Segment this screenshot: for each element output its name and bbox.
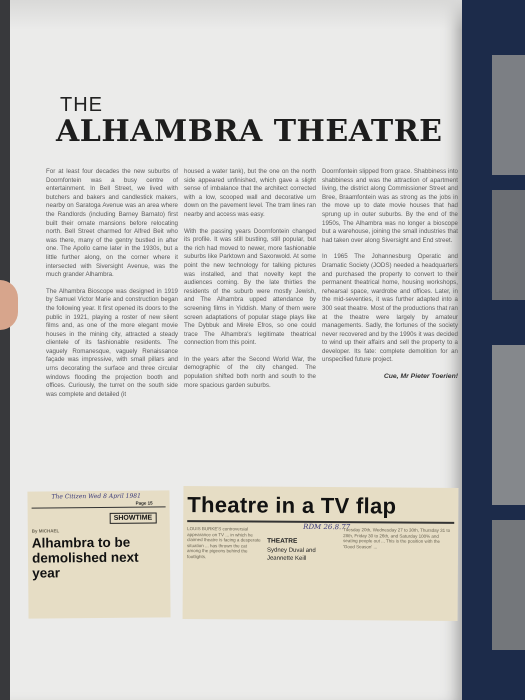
book-photo (492, 55, 525, 175)
title-prefix: THE (60, 94, 103, 116)
credit-line: Cue, Mr Pieter Toerien! (383, 373, 458, 381)
paragraph: For at least four decades the new suburbs of Doornfontein was a busy centre of entertainment. In Bell Street, we lived with butchers and bakers and candlestick makers, nearby on Saratoga Avenue was an area where the Randlords (including Barney Barnato) first built their ornate mansions before relocating north. Bell Street charmed for Alfred Beit who was there, many of the gentry bustled in after one. The Apollo came later in the 1930s, but a little further along, on the corner where it intersected with Siversight Avenue, was the much grander Alhambra. (46, 168, 178, 279)
adjacent-book (452, 0, 525, 700)
article-body: Tuesday 20th, Wednesday 27 to 30th, Thursday 31 to 28th, Friday 30 to 26th, and Saturday 100% and seating people out ... This is the position with the 'Good Season' ... (343, 527, 451, 550)
paragraph: In 1965 The Johannesburg Operatic and Dramatic Society (JODS) needed a headquarters and purchased the property to convert to their permanent theatrical home, housing workshops, rehearsal space, wardrobe and offices. Later, in the mid-seventies, it was further adapted into a 300 seat theatre. Most of the productions that ran at the theatre were largely by amateur managements. Sadly, the fortunes of the society never recovered and by the 1990s it was decided to wind up their affairs and sell the property to a developer. Its fate: complete demolition for an unspecified future project. (322, 253, 458, 364)
divider (32, 506, 166, 508)
page-number: Page 15 (135, 500, 153, 506)
byline: By MICHAEL (31, 528, 60, 534)
page-shade (10, 0, 462, 30)
paragraph: Doornfontein slipped from grace. Shabbiness into shabbiness and was the attraction of apartment living, the district along Commissioner Street and Bree, Braamfontein was as strong as the jobs in the move up to date movie houses that had sprung up in outer suburbs. By the end of the 1950s, The Alhambra was no longer a bioscope but a warehouse, joining the small industries that had taken over along Siversight and End street. (322, 168, 458, 244)
text-column-1 (46, 168, 178, 407)
paragraph: In the years after the Second World War, the demographic of the city changed. The population shifted both north and south to the more spacious garden suburbs. (184, 355, 316, 389)
handwritten-date: RDM 26.8.77 (303, 522, 351, 532)
clipping-headline: Theatre in a TV flap (187, 492, 397, 519)
handwritten-date: The Citizen Wed 8 April 1981 (51, 492, 141, 501)
section-tag: THEATRE (267, 537, 298, 545)
newspaper-clipping-citizen (27, 490, 170, 618)
text-column-3 (322, 168, 458, 390)
newspaper-clipping-rdm (183, 486, 459, 621)
book-photo (492, 345, 525, 505)
book-photo (492, 190, 525, 300)
paragraph: housed a water tank), but the one on the north side appeared unfinished, which gave a slight sense of imbalance that the architect corrected with a low, scooped wall and decorative urn down on the pavement level. The tram lines ran nearby and access was easy. (184, 168, 316, 218)
clipping-headline: Alhambra to be demolished next year (31, 534, 139, 581)
authors: Sydney Duval and Jeannette Keill (266, 547, 316, 562)
page-title: ALHAMBRA THEATRE (56, 114, 443, 149)
paragraph: The Alhambra Bioscope was designed in 1919 by Samuel Victor Marie and construction began the following year. It first opened its doors to the public in 1921, playing a roster of new silent films and, as one of the more elegant movie houses in the mining city, attracted a steady clientele of its fashionable residents. The vaguely Romanesque, vaguely Renaissance façade was impressive, with small pillars and urns decorating the surface and three circular windows flooding the projection booth and offices. Curiously, the turret on the south side was complete and detailed (it (46, 287, 178, 398)
article-body: LOUIS BURKE'S controversial appearance on TV ... in which he claimed theatre is facing a desperate situation ... has thrown the cat among the pigeons behind the footlights. (186, 526, 261, 560)
paragraph: With the passing years Doornfontein changed its profile. It was still bustling, still popular, but the rich had moved to newer, more fashionable suburbs like Parktown and Saxonwold. At some point the new technology for talking pictures was installed, and that novelty kept the audiences coming. By the late thirties the residents of the suburb were mostly Jewish, and The Alhambra upped attendance by screening films in Yiddish. Many of them were screen adaptations of popular stage plays like The Dybbuk and Mirele Efros, so one could trace The Alhambra's legitimate theatrical connection from this point. (184, 227, 316, 347)
book-photo (492, 520, 525, 650)
text-column-2 (184, 168, 316, 398)
section-tag: SHOWTIME (110, 512, 157, 523)
